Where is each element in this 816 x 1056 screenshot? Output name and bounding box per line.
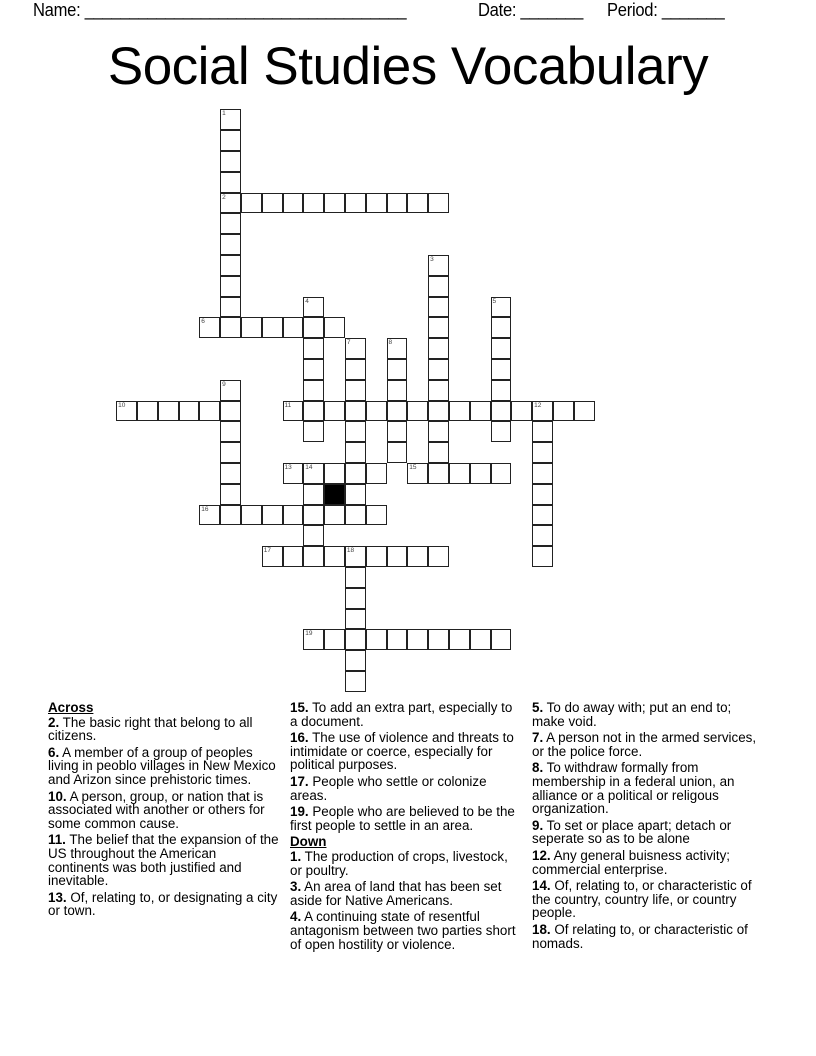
clue-number: 15	[409, 464, 417, 471]
grid-cell[interactable]	[511, 401, 532, 422]
clue-number: 19	[305, 630, 313, 638]
grid-cell[interactable]	[220, 109, 241, 130]
clue-number: 14	[305, 464, 313, 471]
grid-cell[interactable]	[407, 629, 428, 650]
grid-cell[interactable]	[283, 546, 304, 567]
grid-cell[interactable]	[303, 421, 324, 442]
grid-cell[interactable]	[220, 484, 241, 505]
across-clue: 10. A person, group, or nation that is associated with another or others for some common cause.	[48, 788, 265, 831]
grid-cell[interactable]	[199, 505, 220, 526]
grid-cell[interactable]	[366, 629, 387, 650]
across-clue: 19. People who are believed to be the first people to settle in an area.	[290, 804, 515, 833]
grid-cell[interactable]	[366, 505, 387, 526]
grid-cell[interactable]	[366, 463, 387, 484]
grid-cell[interactable]	[428, 338, 449, 359]
grid-cell[interactable]	[303, 546, 324, 567]
down-clue: 5. To do away with; put an end to; make void.	[532, 700, 732, 729]
grid-cell[interactable]	[262, 546, 283, 567]
grid-cell[interactable]	[428, 463, 449, 484]
grid-cell[interactable]	[428, 359, 449, 380]
grid-cell[interactable]	[428, 442, 449, 463]
grid-cell[interactable]	[345, 567, 366, 588]
grid-cell[interactable]	[428, 401, 449, 422]
grid-cell[interactable]	[345, 401, 366, 422]
grid-cell[interactable]	[470, 401, 491, 422]
grid-cell[interactable]	[303, 484, 324, 505]
grid-cell[interactable]	[470, 463, 491, 484]
grid-cell[interactable]	[428, 629, 449, 650]
clue-number: 13	[284, 464, 292, 471]
grid-cell[interactable]	[532, 401, 553, 422]
grid-cell[interactable]	[428, 276, 449, 297]
grid-cell[interactable]	[387, 629, 408, 650]
grid-cell[interactable]	[220, 151, 241, 172]
clue-number: 17	[263, 547, 271, 555]
grid-cell[interactable]	[345, 546, 366, 567]
grid-cell[interactable]	[366, 193, 387, 214]
grid-cell[interactable]	[387, 359, 408, 380]
grid-cell[interactable]	[407, 546, 428, 567]
name-field-label[interactable]: Name: ____________________________________	[33, 0, 407, 20]
grid-cell[interactable]	[428, 255, 449, 276]
grid-cell[interactable]	[491, 359, 512, 380]
grid-cell[interactable]	[345, 380, 366, 401]
grid-cell[interactable]	[387, 380, 408, 401]
grid-cell[interactable]	[303, 380, 324, 401]
grid-cell[interactable]	[158, 401, 179, 422]
grid-cell[interactable]	[491, 629, 512, 650]
grid-cell[interactable]	[345, 505, 366, 526]
grid-cell[interactable]	[220, 172, 241, 193]
grid-cell[interactable]	[220, 255, 241, 276]
grid-cell[interactable]	[241, 193, 262, 214]
grid-cell[interactable]	[220, 193, 241, 214]
clue-number: 6	[201, 318, 205, 326]
grid-cell[interactable]	[491, 463, 512, 484]
grid-cell[interactable]	[324, 317, 345, 338]
grid-cell[interactable]	[532, 442, 553, 463]
down-clue: 8. To withdraw formally from membership in a federal union, an alliance or a political or religous organization.	[532, 760, 735, 817]
grid-cell[interactable]	[491, 401, 512, 422]
grid-cell[interactable]	[532, 421, 553, 442]
grid-cell[interactable]	[241, 317, 262, 338]
grid-cell[interactable]	[345, 671, 366, 692]
grid-cell[interactable]	[532, 546, 553, 567]
grid-cell[interactable]	[324, 401, 345, 422]
clue-number: 7	[346, 339, 351, 347]
grid-cell[interactable]	[220, 421, 241, 442]
grid-cell[interactable]	[220, 130, 241, 151]
grid-cell[interactable]	[428, 317, 449, 338]
grid-cell[interactable]	[199, 317, 220, 338]
grid-cell[interactable]	[303, 525, 324, 546]
grid-cell[interactable]	[345, 588, 366, 609]
grid-cell[interactable]	[470, 629, 491, 650]
clue-number: 11	[284, 401, 292, 409]
grid-cell[interactable]	[491, 421, 512, 442]
across-clue: 2. The basic right that belong to all citizens.	[48, 714, 253, 744]
grid-cell[interactable]	[345, 484, 366, 505]
grid-cell[interactable]	[199, 401, 220, 422]
grid-cell[interactable]	[532, 484, 553, 505]
grid-cell[interactable]	[428, 297, 449, 318]
grid-cell[interactable]	[137, 401, 158, 422]
grid-cell[interactable]	[387, 442, 408, 463]
grid-cell[interactable]	[407, 463, 428, 484]
clue-number: 1	[222, 110, 226, 118]
grid-cell[interactable]	[283, 317, 304, 338]
clue-number: 18	[346, 547, 355, 555]
grid-cell[interactable]	[262, 317, 283, 338]
grid-cell[interactable]	[532, 505, 553, 526]
date-field-label[interactable]: Date: _______	[478, 0, 584, 20]
grid-cell[interactable]	[574, 401, 595, 422]
grid-cell[interactable]	[345, 463, 366, 484]
grid-cell[interactable]	[366, 546, 387, 567]
grid-cell[interactable]	[220, 401, 241, 422]
grid-cell[interactable]	[345, 650, 366, 671]
grid-cell[interactable]	[407, 193, 428, 214]
grid-cell[interactable]	[220, 297, 241, 318]
grid-cell[interactable]	[345, 359, 366, 380]
grid-cell[interactable]	[345, 421, 366, 442]
grid-cell[interactable]	[449, 629, 470, 650]
clue-number: 10	[118, 401, 126, 409]
grid-cell[interactable]	[262, 193, 283, 214]
down-clue: 7. A person not in the armed services, or the police force.	[532, 730, 757, 759]
clue-column-3	[532, 701, 764, 953]
grid-cell[interactable]	[532, 463, 553, 484]
page-title: Social Studies Vocabulary	[107, 37, 709, 96]
grid-cell[interactable]	[553, 401, 574, 422]
down-heading: Down	[290, 834, 327, 850]
grid-cell[interactable]	[324, 546, 345, 567]
grid-cell[interactable]	[220, 442, 241, 463]
grid-cell[interactable]	[428, 546, 449, 567]
clue-number: 9	[222, 380, 226, 388]
grid-cell[interactable]	[491, 297, 512, 318]
grid-cell[interactable]	[179, 401, 200, 422]
across-clue: 6. A member of a group of peoples living in peoblo villages in New Mexico and Arizon since prehistoric times.	[48, 744, 276, 787]
grid-cell[interactable]	[220, 463, 241, 484]
clue-number: 16	[201, 505, 209, 513]
clue-number: 8	[388, 339, 393, 347]
grid-cell[interactable]	[345, 609, 366, 630]
grid-cell[interactable]	[407, 401, 428, 422]
across-clue: 16. The use of violence and threats to intimidate or coerce, especially for political purposes.	[290, 730, 514, 773]
grid-cell[interactable]	[387, 338, 408, 359]
grid-cell[interactable]	[303, 359, 324, 380]
grid-cell[interactable]	[387, 546, 408, 567]
grid-cell[interactable]	[303, 463, 324, 484]
grid-cell[interactable]	[428, 193, 449, 214]
grid-cell[interactable]	[345, 193, 366, 214]
grid-cell[interactable]	[303, 401, 324, 422]
clue-column-2	[290, 701, 522, 954]
grid-cell[interactable]	[303, 317, 324, 338]
grid-cell[interactable]	[283, 463, 304, 484]
clue-column-1	[48, 701, 280, 921]
across-clue: 13. Of, relating to, or designating a city or town.	[48, 889, 278, 919]
grid-cell[interactable]	[303, 505, 324, 526]
across-clue: 17. People who settle or colonize areas.	[290, 773, 487, 803]
grid-cell[interactable]	[220, 317, 241, 338]
grid-cell[interactable]	[241, 505, 262, 526]
clue-number: 5	[492, 297, 497, 305]
grid-cell[interactable]	[532, 525, 553, 546]
down-clue: 18. Of relating to, or characteristic of nomads.	[532, 921, 748, 951]
grid-cell[interactable]	[387, 421, 408, 442]
grid-cell[interactable]	[345, 629, 366, 650]
across-clue: 15. To add an extra part, especially to a document.	[290, 700, 513, 729]
clue-number: 12	[534, 401, 542, 409]
grid-cell[interactable]	[324, 193, 345, 214]
grid-cell[interactable]	[428, 421, 449, 442]
grid-cell[interactable]	[491, 380, 512, 401]
grid-cell[interactable]	[324, 463, 345, 484]
grid-cell[interactable]	[303, 297, 324, 318]
grid-cell[interactable]	[345, 338, 366, 359]
grid-cell[interactable]	[283, 193, 304, 214]
grid-cell[interactable]	[491, 317, 512, 338]
black-cell	[324, 484, 345, 505]
clue-number: 2	[222, 193, 226, 201]
grid-cell[interactable]	[220, 505, 241, 526]
grid-cell[interactable]	[491, 338, 512, 359]
grid-cell[interactable]	[303, 338, 324, 359]
grid-cell[interactable]	[428, 380, 449, 401]
down-clue: 12. Any general buisness activity; commercial enterprise.	[532, 847, 731, 877]
grid-cell[interactable]	[220, 234, 241, 255]
grid-cell[interactable]	[366, 401, 387, 422]
grid-cell[interactable]	[324, 505, 345, 526]
grid-cell[interactable]	[387, 193, 408, 214]
down-clue: 3. An area of land that has been set aside for Native Americans.	[290, 879, 502, 908]
grid-cell[interactable]	[220, 213, 241, 234]
period-field-label[interactable]: Period: _______	[607, 0, 725, 20]
grid-cell[interactable]	[449, 401, 470, 422]
down-clue: 9. To set or place apart; detach or seperate so as to be alone	[532, 817, 732, 847]
across-clue: 11. The belief that the expansion of the US throughout the American continents was both justified and inevitable.	[48, 832, 279, 889]
grid-cell[interactable]	[324, 629, 345, 650]
grid-cell[interactable]	[303, 629, 324, 650]
down-clue: 14. Of, relating to, or characteristic of the country, country life, or country people.	[532, 878, 752, 921]
down-clue: 4. A continuing state of resentful antagonism between two parties short of open hostility or violence.	[290, 909, 516, 952]
clue-number: 4	[305, 297, 309, 305]
grid-cell[interactable]	[220, 380, 241, 401]
grid-cell[interactable]	[116, 401, 137, 422]
grid-cell[interactable]	[262, 505, 283, 526]
grid-cell[interactable]	[345, 442, 366, 463]
grid-cell[interactable]	[303, 193, 324, 214]
grid-cell[interactable]	[283, 401, 304, 422]
grid-cell[interactable]	[387, 401, 408, 422]
grid-cell[interactable]	[220, 276, 241, 297]
clue-number: 3	[430, 256, 434, 263]
down-clue: 1. The production of crops, livestock, or poultry.	[290, 848, 508, 878]
grid-cell[interactable]	[283, 505, 304, 526]
grid-cell[interactable]	[449, 463, 470, 484]
across-heading: Across	[48, 700, 94, 715]
